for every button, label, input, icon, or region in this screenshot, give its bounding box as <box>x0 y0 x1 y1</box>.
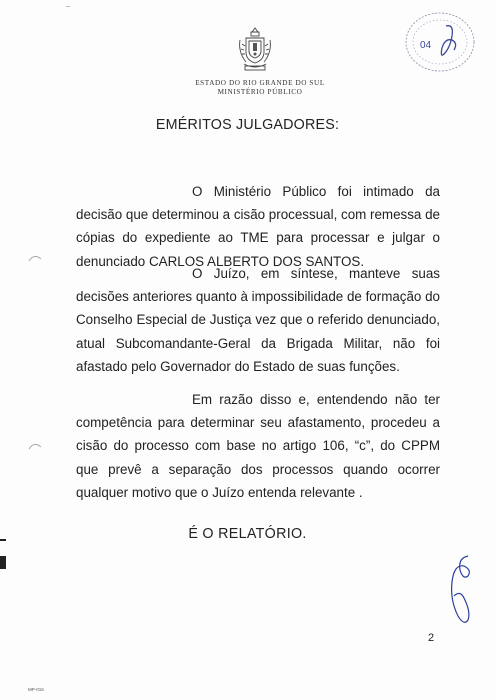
punch-hole-mark <box>28 253 42 263</box>
stamp-handwriting: 04 <box>420 40 432 51</box>
paragraph-1-text: O Ministério Público foi intimado da decisão que determinou a cisão processual, com remessa de cópias do expediente ao TME para processar e julgar o denunciado CARLOS ALBERTO DOS SANTOS. <box>76 184 440 269</box>
closing-statement: É O RELATÓRIO. <box>188 526 307 542</box>
org-ministry-line: MINISTÉRIO PÚBLICO <box>217 88 303 96</box>
handwritten-signature <box>440 552 480 630</box>
punch-hole-mark <box>28 441 42 451</box>
scan-speck <box>66 6 70 7</box>
paragraph-3-text: Em razão disso e, entendendo não ter competência para determinar seu afastamento, procedeu a cisão do processo com base no artigo 106, “c”, do CPPM que prevê a separação dos processos quando ocorrer qualquer motivo que o Juízo entenda relevante . <box>76 392 440 500</box>
paragraph-1 <box>76 180 440 273</box>
scan-edge-mark <box>0 556 6 569</box>
scan-edge-mark <box>0 539 6 541</box>
paragraph-2-text: O Juízo, em síntese, manteve suas decisões anteriores quanto à impossibilidade de formação do Conselho Especial de Justiça vez que o referido denunciado, atual Subcomandante-Geral da Brigada Militar, não foi afastado pelo Governador do Estado de suas funções. <box>76 266 440 374</box>
circular-stamp-icon <box>396 6 486 78</box>
org-state-line: ESTADO DO RIO GRANDE DO SUL <box>195 79 325 87</box>
paragraph-3 <box>76 388 440 504</box>
paragraph-2 <box>76 262 440 378</box>
salutation-heading: EMÉRITOS JULGADORES: <box>155 117 340 133</box>
state-coat-of-arms-icon <box>236 26 274 74</box>
page-number: 2 <box>428 632 435 644</box>
form-code: MP-016 <box>28 687 44 692</box>
